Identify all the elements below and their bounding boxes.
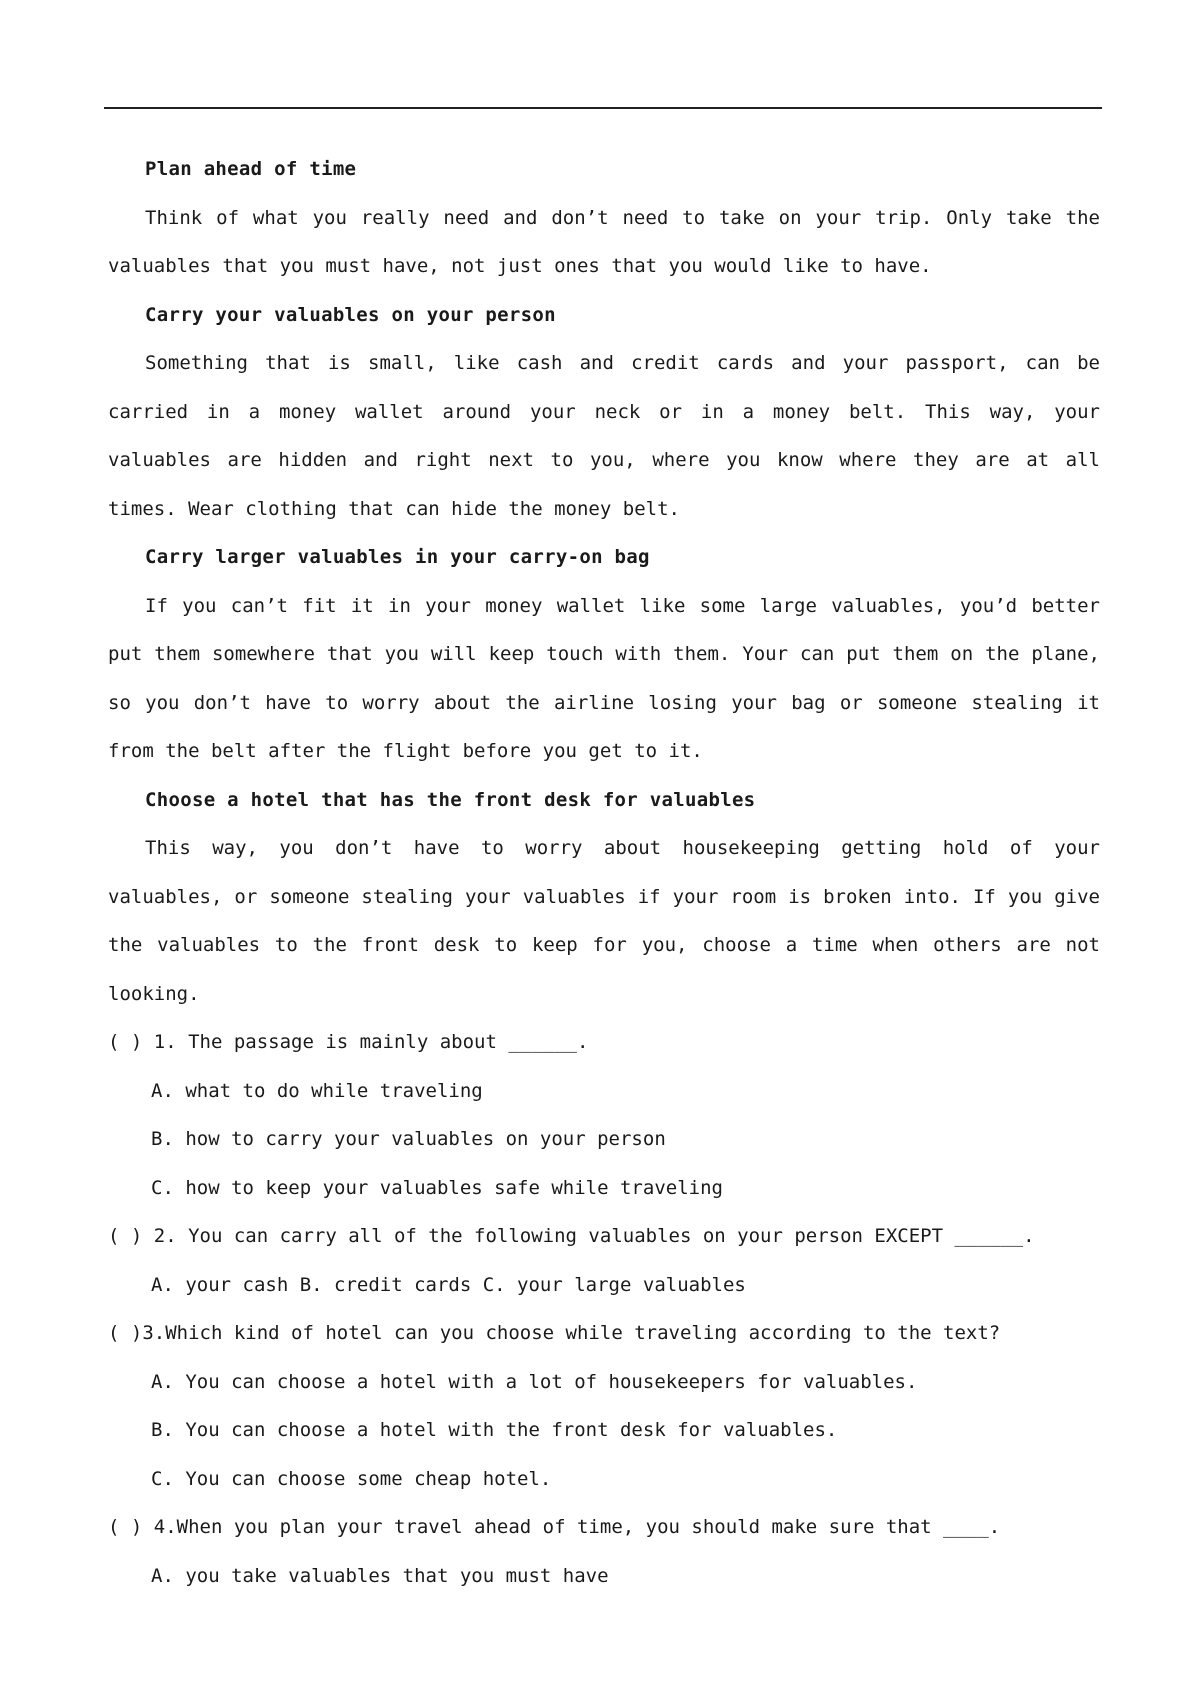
section-paragraph: This way, you don’t have to worry about housekeeping getting hold of your valuables, or someone stealing your valuables if your room is broken into. If you give the valuables to the front desk to keep for you, choose a time when others are not looking. bbox=[108, 837, 1100, 1005]
answer-option: C. how to keep your valuables safe while traveling bbox=[151, 1176, 723, 1199]
answer-option: B. You can choose a hotel with the front desk for valuables. bbox=[151, 1419, 838, 1441]
question-3 bbox=[108, 1309, 1100, 1503]
section-carry-on-bag bbox=[108, 533, 1100, 776]
section-paragraph: Something that is small, like cash and credit cards and your passport, can be carried in a money wallet around your neck or in a money belt. This way, your valuables are hidden and right next to you, where you know where they are at all times. Wear clothing that can hide the money belt. bbox=[108, 352, 1100, 520]
section-heading: Plan ahead of time bbox=[145, 158, 357, 180]
question-1 bbox=[108, 1018, 1100, 1212]
worksheet-page bbox=[108, 145, 1100, 1600]
question-stem: ( ) 4.When you plan your travel ahead of time, you should make sure that ____. bbox=[108, 1516, 1001, 1538]
header-rule bbox=[104, 107, 1102, 109]
section-paragraph: If you can’t fit it in your money wallet like some large valuables, you’d better put them somewhere that you will keep touch with them. Your can put them on the plane, so you don’t have to worry about the airline losing your bag or someone stealing it from the belt after the flight before you get to it. bbox=[108, 594, 1100, 762]
answer-option: A. you take valuables that you must have bbox=[151, 1564, 609, 1587]
question-2 bbox=[108, 1212, 1100, 1309]
answer-option: C. You can choose some cheap hotel. bbox=[151, 1467, 552, 1490]
section-heading: Carry your valuables on your person bbox=[145, 303, 556, 326]
section-hotel-front-desk bbox=[108, 776, 1100, 1019]
section-heading: Carry larger valuables in your carry-on bag bbox=[145, 546, 650, 568]
question-4 bbox=[108, 1503, 1100, 1600]
question-stem: ( ) 1. The passage is mainly about ______. bbox=[108, 1031, 589, 1053]
section-carry-on-person bbox=[108, 291, 1100, 534]
section-heading: Choose a hotel that has the front desk for valuables bbox=[145, 788, 756, 811]
section-plan-ahead bbox=[108, 145, 1100, 291]
question-stem: ( )3.Which kind of hotel can you choose while traveling according to the text? bbox=[108, 1322, 1001, 1344]
question-stem: ( ) 2. You can carry all of the following valuables on your person EXCEPT ______. bbox=[108, 1225, 1035, 1247]
section-paragraph: Think of what you really need and don’t need to take on your trip. Only take the valuables that you must have, not just ones that you would like to have. bbox=[108, 206, 1100, 277]
answer-option: A. what to do while traveling bbox=[151, 1079, 483, 1102]
answer-option: A. your cash B. credit cards C. your large valuables bbox=[151, 1273, 746, 1296]
answer-option: B. how to carry your valuables on your person bbox=[151, 1128, 666, 1150]
answer-option: A. You can choose a hotel with a lot of housekeepers for valuables. bbox=[151, 1370, 918, 1393]
